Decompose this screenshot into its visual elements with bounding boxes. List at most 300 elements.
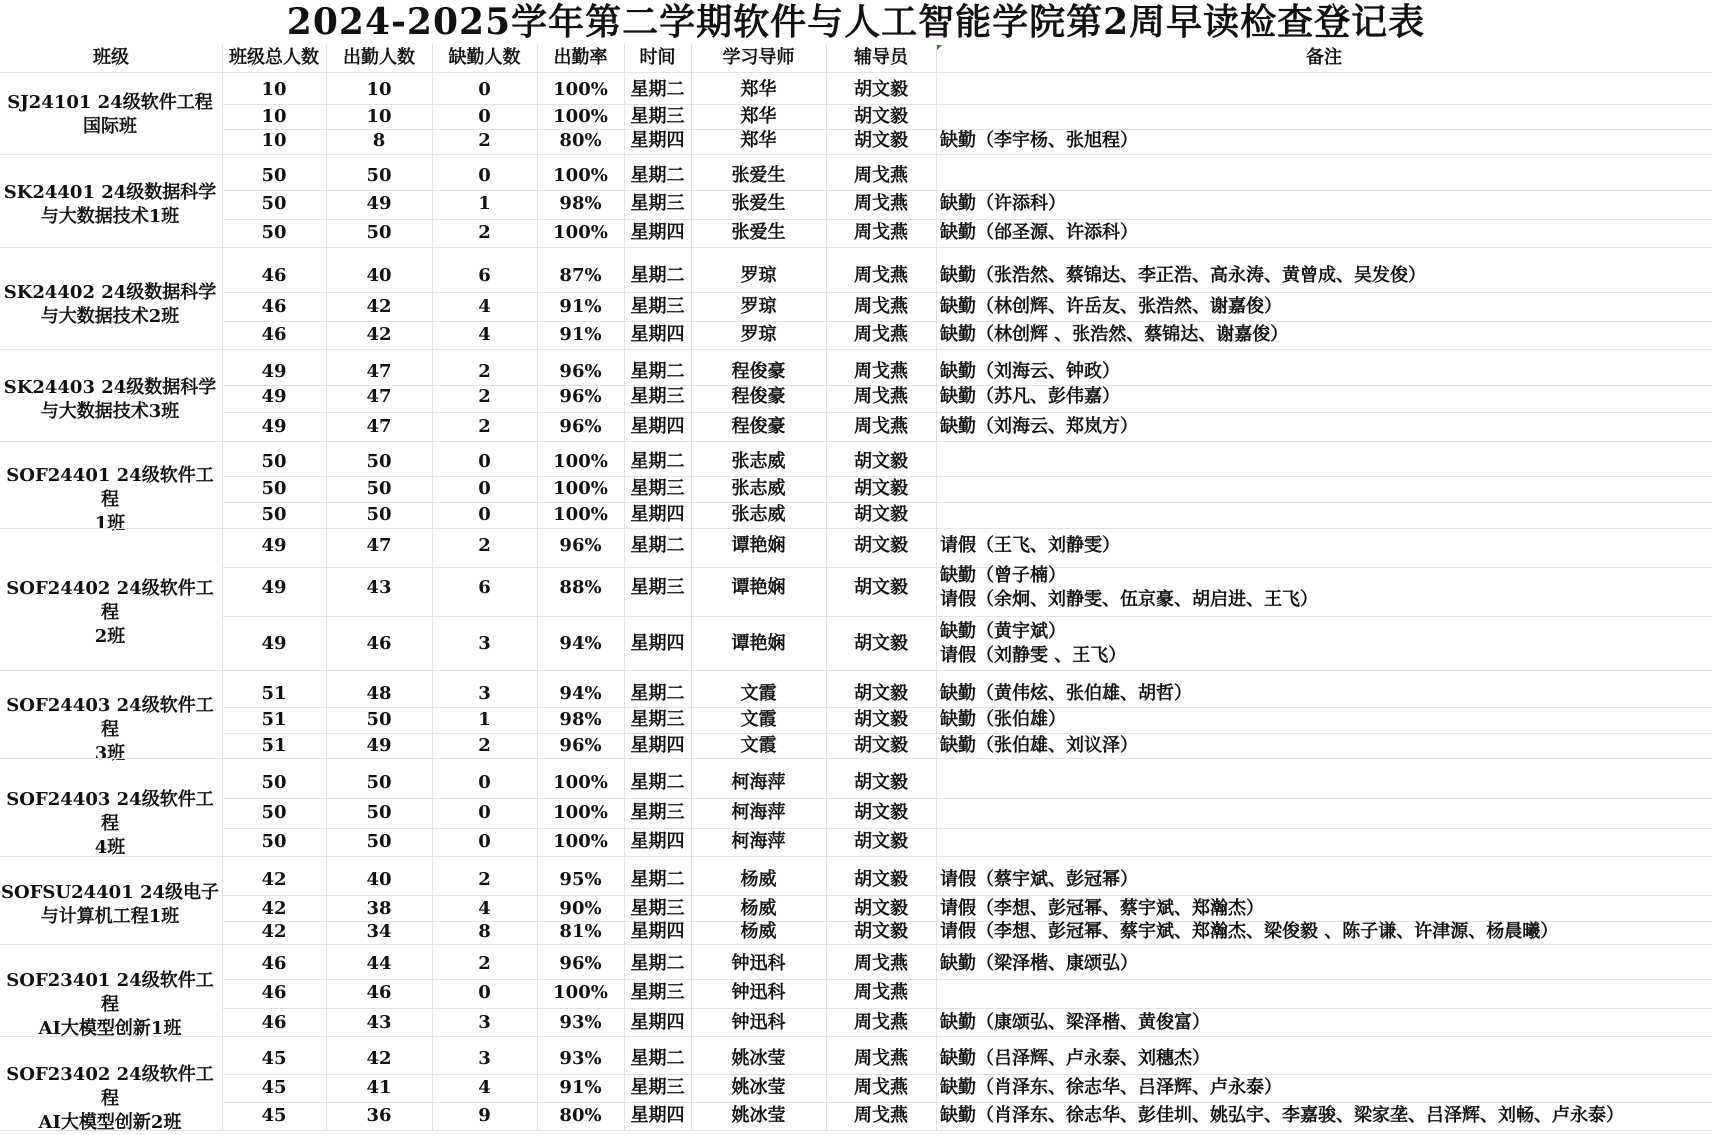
cell-present[interactable]: 42 [366, 324, 392, 345]
cell-present[interactable]: 42 [366, 296, 392, 317]
cell-tutor[interactable]: 张爱生 [731, 165, 786, 186]
header-divider [0, 72, 1712, 73]
cell-total[interactable]: 50 [261, 222, 287, 243]
cell-total[interactable]: 50 [261, 831, 287, 852]
cell-note[interactable]: 缺勤（邰圣源、许添科） [940, 222, 1138, 243]
cell-present[interactable]: 47 [366, 535, 392, 556]
cell-rate[interactable]: 88% [559, 577, 602, 598]
cell-rate[interactable]: 100% [553, 165, 608, 186]
cell-counselor[interactable]: 周戈燕 [854, 1077, 908, 1098]
cell-absent[interactable]: 2 [478, 869, 491, 890]
header-6[interactable]: 学习导师 [722, 47, 795, 68]
cell-day[interactable]: 星期三 [630, 982, 685, 1003]
cell-present[interactable]: 46 [366, 982, 392, 1003]
cell-counselor[interactable]: 周戈燕 [854, 222, 908, 243]
cell-tutor[interactable]: 文霞 [740, 709, 777, 730]
cell-present[interactable]: 46 [366, 633, 392, 654]
cell-total[interactable]: 10 [261, 130, 287, 151]
cell-absent[interactable]: 6 [478, 265, 491, 286]
cell-note[interactable]: 缺勤（张伯雄、刘议泽） [940, 735, 1138, 756]
cell-day[interactable]: 星期三 [630, 709, 685, 730]
cell-rate[interactable]: 100% [553, 831, 608, 852]
cell-counselor[interactable]: 胡文毅 [854, 709, 908, 730]
cell-absent[interactable]: 6 [478, 577, 491, 598]
cell-rate[interactable]: 96% [559, 361, 602, 382]
class-name-cell[interactable]: SOF24403 24级软件工程 3班 [6, 694, 214, 764]
row-divider [222, 190, 1712, 191]
cell-absent[interactable]: 0 [478, 165, 491, 186]
cell-tutor[interactable]: 张志威 [731, 478, 786, 499]
cell-present[interactable]: 10 [366, 79, 392, 100]
cell-note[interactable]: 缺勤（刘海云、钟政） [940, 361, 1120, 382]
cell-day[interactable]: 星期四 [630, 735, 685, 756]
cell-present[interactable]: 36 [366, 1105, 392, 1126]
cell-day[interactable]: 星期三 [630, 296, 685, 317]
header-2[interactable]: 出勤人数 [343, 47, 415, 68]
cell-absent[interactable]: 0 [478, 478, 491, 499]
row-divider [222, 321, 1712, 322]
cell-absent[interactable]: 3 [478, 633, 491, 654]
cell-note[interactable]: 缺勤（曾子楠） 请假（余炯、刘静雯、伍京豪、胡启进、王飞） [940, 565, 1318, 610]
class-name-cell[interactable]: SJ24101 24级软件工程 国际班 [7, 92, 213, 137]
cell-total[interactable]: 49 [261, 416, 287, 437]
cell-rate[interactable]: 96% [559, 386, 602, 407]
cell-total[interactable]: 50 [261, 772, 287, 793]
header-0[interactable]: 班级 [93, 47, 129, 68]
cell-absent[interactable]: 2 [478, 386, 491, 407]
cell-day[interactable]: 星期三 [630, 106, 685, 127]
cell-present[interactable]: 47 [366, 416, 392, 437]
cell-day[interactable]: 星期二 [630, 535, 685, 556]
cell-counselor[interactable]: 胡文毅 [854, 921, 908, 942]
cell-tutor[interactable]: 杨威 [740, 898, 777, 919]
class-name-cell[interactable]: SK24403 24级数据科学 与大数据技术3班 [3, 376, 217, 422]
cell-day[interactable]: 星期二 [630, 1048, 685, 1069]
cell-present[interactable]: 40 [366, 869, 392, 890]
cell-note[interactable]: 缺勤（张伯雄） [940, 709, 1066, 730]
header-5[interactable]: 时间 [639, 47, 676, 68]
cell-absent[interactable]: 3 [478, 1012, 491, 1033]
cell-tutor[interactable]: 柯海萍 [731, 802, 786, 823]
cell-note[interactable]: 缺勤（张浩然、蔡锦达、李正浩、高永涛、黄曾成、吴发俊） [940, 265, 1426, 286]
cell-rate[interactable]: 100% [553, 106, 608, 127]
row-divider [222, 219, 1712, 220]
cell-counselor[interactable]: 胡文毅 [854, 504, 908, 525]
cell-present[interactable]: 47 [366, 386, 392, 407]
cell-present[interactable]: 43 [366, 1012, 392, 1033]
class-block-divider [0, 758, 1712, 759]
cell-total[interactable]: 10 [261, 106, 287, 127]
class-block-divider [0, 856, 1712, 857]
cell-rate[interactable]: 95% [559, 869, 602, 890]
cell-note[interactable]: 缺勤（肖泽东、徐志华、吕泽辉、卢永泰） [940, 1077, 1282, 1098]
cell-rate[interactable]: 100% [553, 802, 608, 823]
row-divider [222, 798, 1712, 799]
cell-day[interactable]: 星期三 [630, 577, 685, 598]
class-block-divider [0, 1130, 1712, 1131]
cell-present[interactable]: 43 [366, 577, 392, 598]
cell-total[interactable]: 51 [261, 709, 287, 730]
cell-counselor[interactable]: 胡文毅 [854, 633, 908, 654]
cell-note[interactable]: 缺勤（许添科） [940, 193, 1066, 214]
cell-present[interactable]: 44 [366, 953, 392, 974]
cell-total[interactable]: 45 [261, 1048, 287, 1069]
row-divider [222, 412, 1712, 413]
cell-present[interactable]: 41 [366, 1077, 392, 1098]
cell-note[interactable]: 缺勤（苏凡、彭伟嘉） [940, 386, 1120, 407]
row-divider [222, 616, 1712, 617]
cell-absent[interactable]: 2 [478, 130, 491, 151]
cell-counselor[interactable]: 胡文毅 [854, 106, 908, 127]
class-block-divider [0, 528, 1712, 529]
row-divider [222, 292, 1712, 293]
class-block-divider [0, 944, 1712, 945]
cell-total[interactable]: 49 [261, 361, 287, 382]
cell-counselor[interactable]: 胡文毅 [854, 79, 908, 100]
cell-absent[interactable]: 0 [478, 451, 491, 472]
cell-rate[interactable]: 100% [553, 982, 608, 1003]
cell-rate[interactable]: 96% [559, 953, 602, 974]
cell-tutor[interactable]: 谭艳娴 [731, 535, 786, 556]
cell-day[interactable]: 星期三 [630, 1077, 685, 1098]
cell-total[interactable]: 42 [261, 869, 287, 890]
cell-rate[interactable]: 93% [559, 1012, 602, 1033]
cell-absent[interactable]: 2 [478, 953, 491, 974]
cell-note[interactable]: 请假（李想、彭冠幂、蔡宇斌、郑瀚杰） [940, 898, 1264, 919]
cell-rate[interactable]: 100% [553, 222, 608, 243]
cell-tutor[interactable]: 程俊豪 [731, 386, 786, 407]
cell-note[interactable]: 缺勤（林创辉、许岳友、张浩然、谢嘉俊） [940, 296, 1282, 317]
cell-rate[interactable]: 87% [559, 265, 602, 286]
cell-total[interactable]: 10 [261, 79, 287, 100]
cell-total[interactable]: 45 [261, 1105, 287, 1126]
cell-total[interactable]: 46 [261, 296, 287, 317]
header-4[interactable]: 出勤率 [553, 47, 608, 68]
class-name-cell[interactable]: SOF24402 24级软件工程 2班 [6, 578, 214, 647]
cell-absent[interactable]: 0 [478, 106, 491, 127]
cell-total[interactable]: 49 [261, 633, 287, 654]
cell-day[interactable]: 星期四 [630, 222, 685, 243]
cell-note[interactable]: 缺勤（林创辉 、张浩然、蔡锦达、谢嘉俊） [940, 324, 1289, 345]
cell-total[interactable]: 51 [261, 683, 287, 704]
cell-counselor[interactable]: 周戈燕 [854, 1012, 908, 1033]
row-divider [222, 979, 1712, 980]
cell-counselor[interactable]: 周戈燕 [854, 953, 908, 974]
cell-absent[interactable]: 2 [478, 361, 491, 382]
cell-rate[interactable]: 80% [559, 1105, 602, 1126]
header-1[interactable]: 班级总人数 [229, 47, 319, 68]
cell-counselor[interactable]: 胡文毅 [854, 451, 908, 472]
cell-present[interactable]: 48 [366, 683, 392, 704]
cell-counselor[interactable]: 胡文毅 [854, 802, 908, 823]
cell-tutor[interactable]: 张爱生 [731, 222, 786, 243]
cell-present[interactable]: 50 [366, 709, 392, 730]
cell-counselor[interactable]: 周戈燕 [854, 1048, 908, 1069]
cell-tutor[interactable]: 文霞 [740, 683, 777, 704]
cell-counselor[interactable]: 周戈燕 [854, 982, 908, 1003]
cell-tutor[interactable]: 杨威 [740, 921, 777, 942]
class-block-divider [0, 247, 1712, 248]
cell-rate[interactable]: 100% [553, 772, 608, 793]
cell-tutor[interactable]: 文霞 [740, 735, 777, 756]
cell-tutor[interactable]: 杨威 [740, 869, 777, 890]
cell-counselor[interactable]: 周戈燕 [854, 265, 908, 286]
cell-absent[interactable]: 4 [478, 296, 491, 317]
cell-absent[interactable]: 4 [478, 1077, 491, 1098]
cell-counselor[interactable]: 周戈燕 [854, 416, 908, 437]
cell-day[interactable]: 星期四 [630, 831, 685, 852]
cell-tutor[interactable]: 姚冰莹 [731, 1048, 786, 1069]
cell-present[interactable]: 40 [366, 265, 392, 286]
cell-total[interactable]: 50 [261, 165, 287, 186]
cell-counselor[interactable]: 周戈燕 [854, 386, 908, 407]
cell-rate[interactable]: 100% [553, 79, 608, 100]
cell-total[interactable]: 51 [261, 735, 287, 756]
cell-counselor[interactable]: 胡文毅 [854, 478, 908, 499]
cell-total[interactable]: 42 [261, 898, 287, 919]
cell-absent[interactable]: 0 [478, 79, 491, 100]
class-name-cell[interactable]: SOF24403 24级软件工程 4班 [6, 788, 214, 858]
cell-total[interactable]: 46 [261, 1012, 287, 1033]
cell-day[interactable]: 星期四 [630, 416, 685, 437]
cell-tutor[interactable]: 张志威 [731, 451, 786, 472]
header-3[interactable]: 缺勤人数 [448, 47, 521, 68]
cell-counselor[interactable]: 周戈燕 [854, 165, 908, 186]
cell-absent[interactable]: 1 [478, 709, 491, 730]
class-name-cell[interactable]: SOF23402 24级软件工程 AI大模型创新2班 [6, 1064, 214, 1133]
cell-counselor[interactable]: 胡文毅 [854, 535, 908, 556]
cell-absent[interactable]: 0 [478, 772, 491, 793]
cell-counselor[interactable]: 胡文毅 [854, 772, 908, 793]
cell-absent[interactable]: 0 [478, 802, 491, 823]
cell-total[interactable]: 46 [261, 265, 287, 286]
cell-total[interactable]: 50 [261, 451, 287, 472]
cell-present[interactable]: 10 [366, 106, 392, 127]
cell-tutor[interactable]: 罗琼 [740, 265, 777, 286]
cell-total[interactable]: 45 [261, 1077, 287, 1098]
cell-counselor[interactable]: 周戈燕 [854, 193, 908, 214]
cell-day[interactable]: 星期三 [630, 898, 685, 919]
cell-note[interactable]: 缺勤（刘海云、郑岚方） [940, 416, 1138, 437]
class-name-cell[interactable]: SK24402 24级数据科学 与大数据技术2班 [3, 281, 217, 327]
class-name-cell[interactable]: SOF23401 24级软件工程 AI大模型创新1班 [6, 969, 214, 1039]
cell-rate[interactable]: 90% [559, 898, 602, 919]
cell-rate[interactable]: 98% [559, 193, 602, 214]
cell-tutor[interactable]: 郑华 [740, 106, 777, 127]
class-block-divider [0, 154, 1712, 155]
cell-absent[interactable]: 0 [478, 831, 491, 852]
cell-total[interactable]: 50 [261, 504, 287, 525]
cell-total[interactable]: 42 [261, 921, 287, 942]
cell-present[interactable]: 49 [366, 193, 392, 214]
cell-tutor[interactable]: 柯海萍 [731, 772, 786, 793]
cell-counselor[interactable]: 胡文毅 [854, 683, 908, 704]
cell-present[interactable]: 50 [366, 772, 392, 793]
cell-day[interactable]: 星期四 [630, 921, 685, 942]
cell-absent[interactable]: 3 [478, 1048, 491, 1069]
cell-counselor[interactable]: 周戈燕 [854, 324, 908, 345]
class-block-divider [0, 441, 1712, 442]
cell-absent[interactable]: 9 [478, 1105, 491, 1126]
cell-total[interactable]: 46 [261, 982, 287, 1003]
cell-rate[interactable]: 96% [559, 535, 602, 556]
cell-total[interactable]: 46 [261, 324, 287, 345]
cell-tutor[interactable]: 钟迅科 [731, 953, 786, 974]
cell-rate[interactable]: 96% [559, 735, 602, 756]
cell-absent[interactable]: 0 [478, 982, 491, 1003]
class-block-divider [0, 1036, 1712, 1037]
cell-tutor[interactable]: 罗琼 [740, 296, 777, 317]
cell-absent[interactable]: 2 [478, 416, 491, 437]
cell-rate[interactable]: 100% [553, 478, 608, 499]
cell-day[interactable]: 星期四 [630, 1012, 685, 1033]
cell-present[interactable]: 34 [366, 921, 392, 942]
class-name-cell[interactable]: SK24401 24级数据科学 与大数据技术1班 [3, 181, 217, 227]
cell-day[interactable]: 星期三 [630, 478, 685, 499]
cell-rate[interactable]: 91% [559, 324, 602, 345]
cell-day[interactable]: 星期二 [630, 683, 685, 704]
cell-note[interactable]: 缺勤（吕泽辉、卢永泰、刘穗杰） [940, 1048, 1210, 1069]
cell-day[interactable]: 星期二 [630, 79, 685, 100]
cell-tutor[interactable]: 郑华 [740, 130, 777, 151]
column-divider [936, 44, 937, 1130]
cell-counselor[interactable]: 胡文毅 [854, 735, 908, 756]
cell-day[interactable]: 星期四 [630, 130, 685, 151]
cell-rate[interactable]: 96% [559, 416, 602, 437]
cell-note[interactable]: 缺勤（黄伟炫、张伯雄、胡哲） [940, 683, 1192, 704]
cell-day[interactable]: 星期三 [630, 386, 685, 407]
cell-tutor[interactable]: 罗琼 [740, 324, 777, 345]
cell-note[interactable]: 请假（蔡宇斌、彭冠幂） [940, 869, 1138, 890]
cell-absent[interactable]: 1 [478, 193, 491, 214]
cell-rate[interactable]: 91% [559, 1077, 602, 1098]
cell-absent[interactable]: 0 [478, 504, 491, 525]
cell-note[interactable]: 缺勤（李宇杨、张旭程） [940, 130, 1138, 151]
row-divider [222, 1102, 1712, 1103]
cell-note[interactable]: 请假（李想、彭冠幂、蔡宇斌、郑瀚杰、梁俊毅 、陈子谦、许津源、杨晨曦） [940, 921, 1559, 942]
cell-tutor[interactable]: 程俊豪 [731, 416, 786, 437]
cell-tutor[interactable]: 谭艳娴 [731, 633, 786, 654]
cell-absent[interactable]: 3 [478, 683, 491, 704]
header-7[interactable]: 辅导员 [854, 47, 908, 68]
cell-present[interactable]: 49 [366, 735, 392, 756]
cell-tutor[interactable]: 张志威 [731, 504, 786, 525]
cell-total[interactable]: 49 [261, 577, 287, 598]
cell-present[interactable]: 50 [366, 478, 392, 499]
cell-present[interactable]: 50 [366, 165, 392, 186]
cell-total[interactable]: 49 [261, 386, 287, 407]
cell-total[interactable]: 50 [261, 478, 287, 499]
cell-absent[interactable]: 8 [478, 921, 491, 942]
cell-tutor[interactable]: 姚冰莹 [731, 1105, 786, 1126]
cell-rate[interactable]: 94% [559, 683, 602, 704]
cell-present[interactable]: 50 [366, 802, 392, 823]
cell-absent[interactable]: 4 [478, 898, 491, 919]
cell-tutor[interactable]: 张爱生 [731, 193, 786, 214]
cell-counselor[interactable]: 胡文毅 [854, 130, 908, 151]
cell-total[interactable]: 46 [261, 953, 287, 974]
class-name-cell[interactable]: SOF24401 24级软件工程 1班 [6, 465, 214, 534]
row-divider [222, 1008, 1712, 1009]
cell-tutor[interactable]: 姚冰莹 [731, 1077, 786, 1098]
cell-rate[interactable]: 94% [559, 633, 602, 654]
cell-note[interactable]: 请假（王飞、刘静雯） [940, 535, 1120, 556]
row-divider [222, 1074, 1712, 1075]
cell-day[interactable]: 星期二 [630, 772, 685, 793]
cell-day[interactable]: 星期三 [630, 193, 685, 214]
cell-absent[interactable]: 2 [478, 222, 491, 243]
cell-day[interactable]: 星期四 [630, 504, 685, 525]
cell-present[interactable]: 47 [366, 361, 392, 382]
cell-note[interactable]: 缺勤（康颂弘、梁泽楷、黄俊富） [940, 1012, 1210, 1033]
cell-tutor[interactable]: 程俊豪 [731, 361, 786, 382]
cell-present[interactable]: 38 [366, 898, 392, 919]
class-block-divider [0, 349, 1712, 350]
cell-note[interactable]: 缺勤（肖泽东、徐志华、彭佳圳、姚弘宇、李嘉骏、梁家垄、吕泽辉、刘畅、卢永泰） [940, 1105, 1624, 1126]
cell-present[interactable]: 8 [372, 130, 386, 151]
cell-counselor[interactable]: 胡文毅 [854, 831, 908, 852]
cell-day[interactable]: 星期二 [630, 953, 685, 974]
cell-tutor[interactable]: 柯海萍 [731, 831, 786, 852]
cell-note[interactable]: 缺勤（黄宇斌） 请假（刘静雯 、王飞） [940, 621, 1127, 666]
class-name-cell[interactable]: SOFSU24401 24级电子 与计算机工程1班 [0, 882, 220, 927]
cell-day[interactable]: 星期四 [630, 324, 685, 345]
cell-present[interactable]: 50 [366, 451, 392, 472]
cell-counselor[interactable]: 周戈燕 [854, 1105, 908, 1126]
cell-total[interactable]: 50 [261, 193, 287, 214]
cell-day[interactable]: 星期二 [630, 165, 685, 186]
cell-tutor[interactable]: 郑华 [740, 79, 777, 100]
cell-counselor[interactable]: 周戈燕 [854, 296, 908, 317]
cell-day[interactable]: 星期四 [630, 633, 685, 654]
cell-rate[interactable]: 100% [553, 504, 608, 525]
header-8[interactable]: 备注 [1306, 47, 1342, 68]
cell-rate[interactable]: 93% [559, 1048, 602, 1069]
cell-rate[interactable]: 81% [559, 921, 602, 942]
cell-rate[interactable]: 100% [553, 451, 608, 472]
cell-counselor[interactable]: 胡文毅 [854, 869, 908, 890]
cell-day[interactable]: 星期二 [630, 869, 685, 890]
cell-day[interactable]: 星期二 [630, 265, 685, 286]
cell-counselor[interactable]: 周戈燕 [854, 361, 908, 382]
row-divider [222, 828, 1712, 829]
cell-day[interactable]: 星期二 [630, 451, 685, 472]
cell-day[interactable]: 星期二 [630, 361, 685, 382]
cell-absent[interactable]: 2 [478, 735, 491, 756]
cell-present[interactable]: 50 [366, 222, 392, 243]
cell-note[interactable]: 缺勤（梁泽楷、康颂弘） [940, 953, 1138, 974]
cell-tutor[interactable]: 钟迅科 [731, 982, 786, 1003]
sheet-title: 2024-2025学年第二学期软件与人工智能学院第2周早读检查登记表 [286, 1, 1426, 43]
cell-tutor[interactable]: 谭艳娴 [731, 577, 786, 598]
cell-rate[interactable]: 98% [559, 709, 602, 730]
cell-rate[interactable]: 91% [559, 296, 602, 317]
cell-present[interactable]: 42 [366, 1048, 392, 1069]
cell-present[interactable]: 50 [366, 831, 392, 852]
cell-rate[interactable]: 80% [559, 130, 602, 151]
cell-counselor[interactable]: 胡文毅 [854, 577, 908, 598]
row-divider [222, 895, 1712, 896]
cell-tutor[interactable]: 钟迅科 [731, 1012, 786, 1033]
cell-total[interactable]: 49 [261, 535, 287, 556]
cell-absent[interactable]: 4 [478, 324, 491, 345]
cell-total[interactable]: 50 [261, 802, 287, 823]
cell-absent[interactable]: 2 [478, 535, 491, 556]
cell-day[interactable]: 星期四 [630, 1105, 685, 1126]
cell-counselor[interactable]: 胡文毅 [854, 898, 908, 919]
cell-present[interactable]: 50 [366, 504, 392, 525]
cell-day[interactable]: 星期三 [630, 802, 685, 823]
